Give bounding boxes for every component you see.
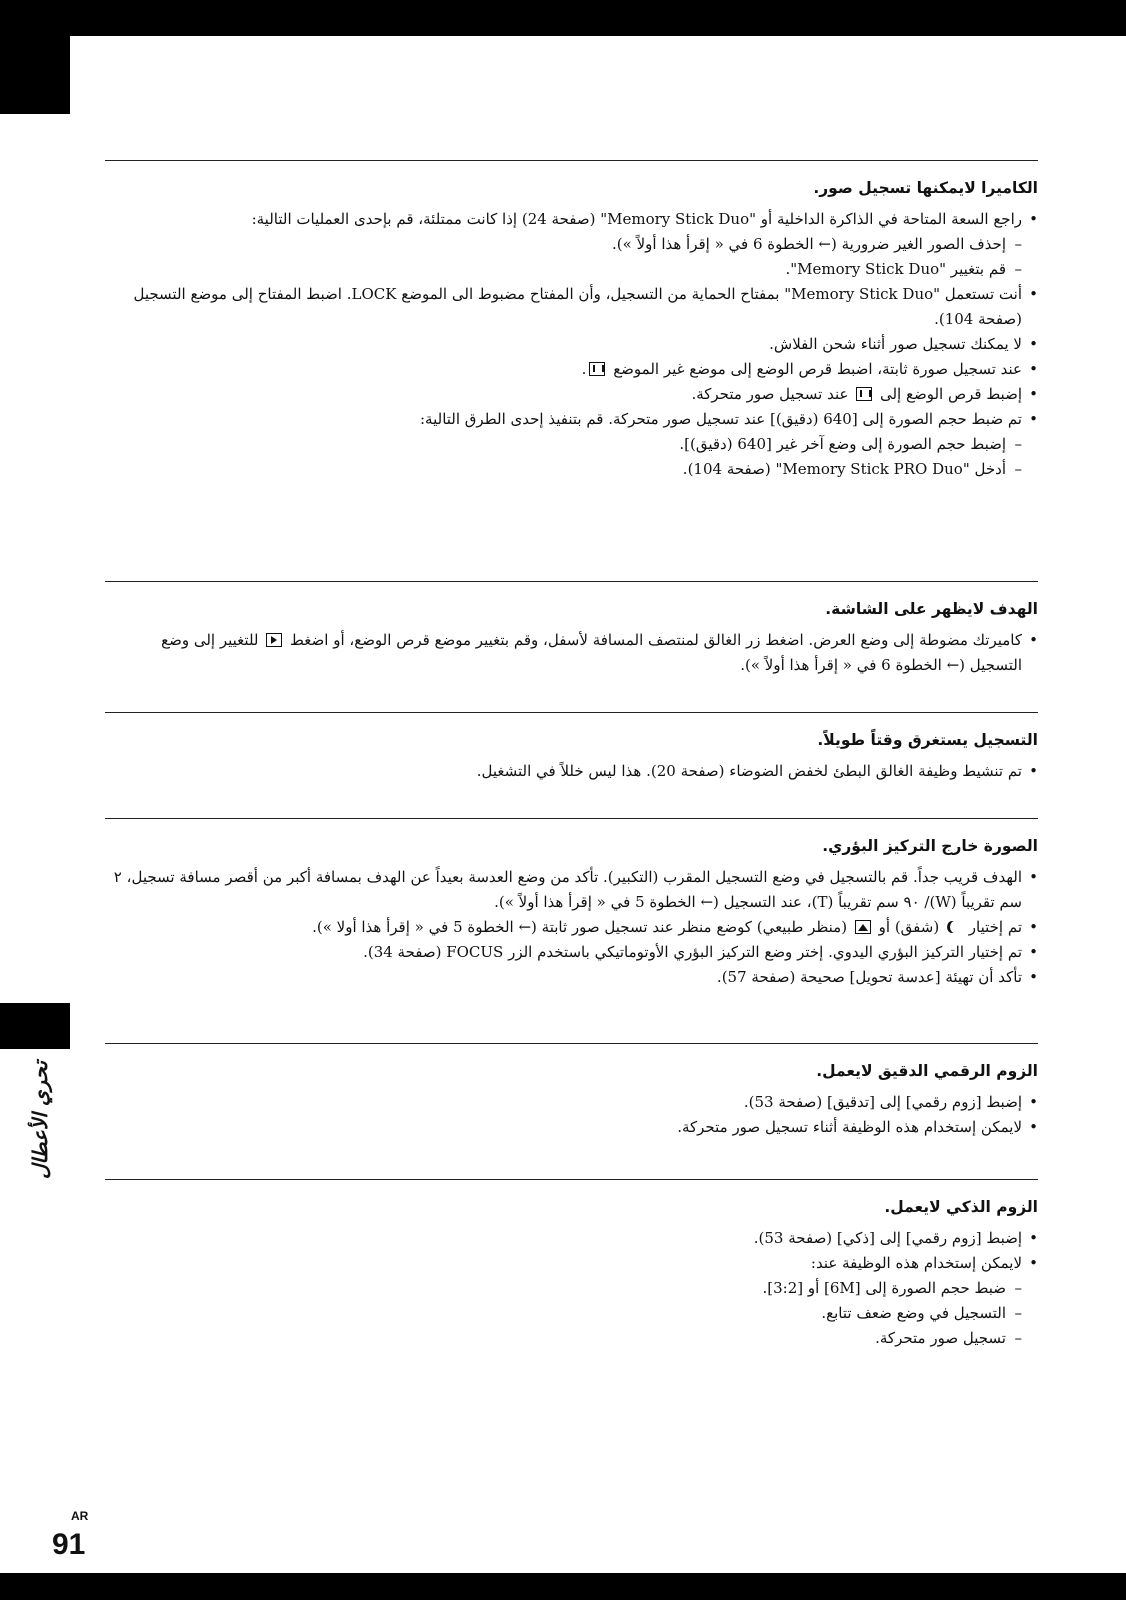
bullet-list (105, 865, 1038, 990)
list-item (105, 1251, 1038, 1351)
list-item: • إضبط [زوم رقمي] إلى [تدقيق] (صفحة 53). (105, 1090, 1038, 1115)
list-item (105, 915, 1038, 940)
section-heading: الكاميرا لايمكنها تسجيل صور. (813, 179, 1038, 197)
item-text: كاميرتك مضوطة إلى وضع العرض. اضغط زر الغالق لمنتصف المسافة لأسفل، وقم بتغيير موضع قرص الوضع، أو اضغط (290, 631, 1022, 649)
bottom-bar (0, 1573, 1126, 1600)
sub-list (105, 232, 1022, 282)
section-heading: الهدف لايظهر على الشاشة. (825, 600, 1038, 618)
list-item (105, 207, 1038, 282)
item-text: للتغيير إلى وضع التسجيل (← الخطوة 6 في « إقرأ هذا أولاً »). (161, 631, 1022, 674)
list-item (105, 382, 1038, 407)
section-heading: الزوم الذكي لايعمل. (884, 1198, 1038, 1216)
list-item (105, 357, 1038, 382)
list-item (105, 628, 1038, 678)
item-text: عند تسجيل صور متحركة. (691, 385, 849, 403)
sub-list (105, 432, 1022, 482)
item-text: إضبط قرص الوضع إلى (879, 385, 1022, 403)
bullet-list (105, 759, 1038, 784)
list-item: • تم تنشيط وظيفة الغالق البطئ لخفض الضوضاء (صفحة 20). هذا ليس خللاً في التشغيل. (105, 759, 1038, 784)
item-text: عند تسجيل صورة ثابتة، اضبط قرص الوضع إلى موضع غير الموضع (613, 360, 1022, 378)
section-heading: التسجيل يستغرق وقتاً طويلاً. (817, 731, 1038, 749)
bullet-list (105, 628, 1038, 678)
sub-item: – التسجيل في وضع ضعف تتابع. (105, 1301, 1022, 1326)
side-tab (0, 1003, 70, 1049)
sub-item: – قم بتغيير "Memory Stick Duo". (105, 257, 1022, 282)
corner-block (0, 0, 70, 114)
list-item: • إضبط [زوم رقمي] إلى [ذكي] (صفحة 53). (105, 1226, 1038, 1251)
list-item: • لايمكن إستخدام هذه الوظيفة أثناء تسجيل صور متحركة. (105, 1115, 1038, 1140)
twilight-moon-icon (950, 921, 960, 933)
sidebar-label: تحري الأعطال (28, 1060, 52, 1180)
landscape-icon (855, 920, 871, 934)
language-tag: AR (71, 1509, 89, 1523)
list-item: • الهدف قريب جداً. قم بالتسجيل في وضع التسجيل المقرب (التكبير). تأكد من وضع العدسة بعيداً عن الهدف بمسافة أكبر من أقصر مسافة تسجيل، ٢ سم تقريباً (W)/ ٩٠ سم تقريباً (T)، عند التسجيل (← الخطوة 5 في « إقرأ هذا أولاً »). (105, 865, 1038, 915)
item-text: لايمكن إستخدام هذه الوظيفة عند: (810, 1254, 1022, 1272)
bullet-list (105, 207, 1038, 482)
item-text: . (581, 360, 587, 378)
page-content (105, 160, 1038, 1351)
list-item: • لا يمكنك تسجيل صور أثناء شحن الفلاش. (105, 332, 1038, 357)
item-text: (منظر طبيعي) كوضع منظر عند تسجيل صور ثابتة (← الخطوة 5 في « إقرأ هذا أولا »). (312, 918, 848, 936)
sub-item: – إحذف الصور الغير ضرورية (← الخطوة 6 في « إقرأ هذا أولاً »). (105, 232, 1022, 257)
section-out-of-focus (105, 818, 1038, 1043)
list-item: • تأكد أن تهيئة [عدسة تحويل] صحيحة (صفحة 57). (105, 965, 1038, 990)
sub-item: – أدخل "Memory Stick PRO Duo" (صفحة 104). (105, 457, 1022, 482)
sub-item: – ضبط حجم الصورة إلى [6M] أو [3:2]. (105, 1276, 1022, 1301)
section-smart-zoom (105, 1179, 1038, 1351)
sub-item: – إضبط حجم الصورة إلى وضع آخر غير [640 (دقيق)]. (105, 432, 1022, 457)
page-number: 91 (52, 1528, 86, 1561)
section-precision-zoom (105, 1043, 1038, 1179)
item-text: (شفق) أو (878, 918, 940, 936)
item-text: تم ضبط حجم الصورة إلى [640 (دقيق)] عند تسجيل صور متحركة. قم بتنفيذ إحدى الطرق التالية: (420, 410, 1022, 428)
section-recording-slow (105, 712, 1038, 818)
list-item: • تم إختيار التركيز البؤري اليدوي. إختر وضع التركيز البؤري الأوتوماتيكي باستخدم الزر FOCUS (صفحة 34). (105, 940, 1038, 965)
section-cannot-record (105, 160, 1038, 581)
section-heading: الصورة خارج التركيز البؤري. (822, 837, 1038, 855)
item-text: تم إختيار (968, 918, 1022, 936)
movie-mode-icon (589, 362, 605, 376)
section-heading: الزوم الرقمي الدقيق لايعمل. (816, 1062, 1038, 1080)
list-item: • أنت تستعمل "Memory Stick Duo" بمفتاح الحماية من التسجيل، وأن المفتاح مضبوط الى الموضع LOCK. اضبط المفتاح إلى موضع التسجيل (صفحة 104). (105, 282, 1038, 332)
section-subject-not-shown (105, 581, 1038, 712)
bullet-list (105, 1226, 1038, 1351)
item-text: راجع السعة المتاحة في الذاكرة الداخلية أو "Memory Stick Duo" (صفحة 24) إذا كانت ممتلئة، قم بإحدى العمليات التالية: (251, 210, 1022, 228)
sub-item: – تسجيل صور متحركة. (105, 1326, 1022, 1351)
top-bar (0, 0, 1126, 36)
playback-icon (266, 633, 282, 647)
movie-mode-icon (856, 387, 872, 401)
sub-list (105, 1276, 1022, 1351)
bullet-list (105, 1090, 1038, 1140)
list-item (105, 407, 1038, 482)
